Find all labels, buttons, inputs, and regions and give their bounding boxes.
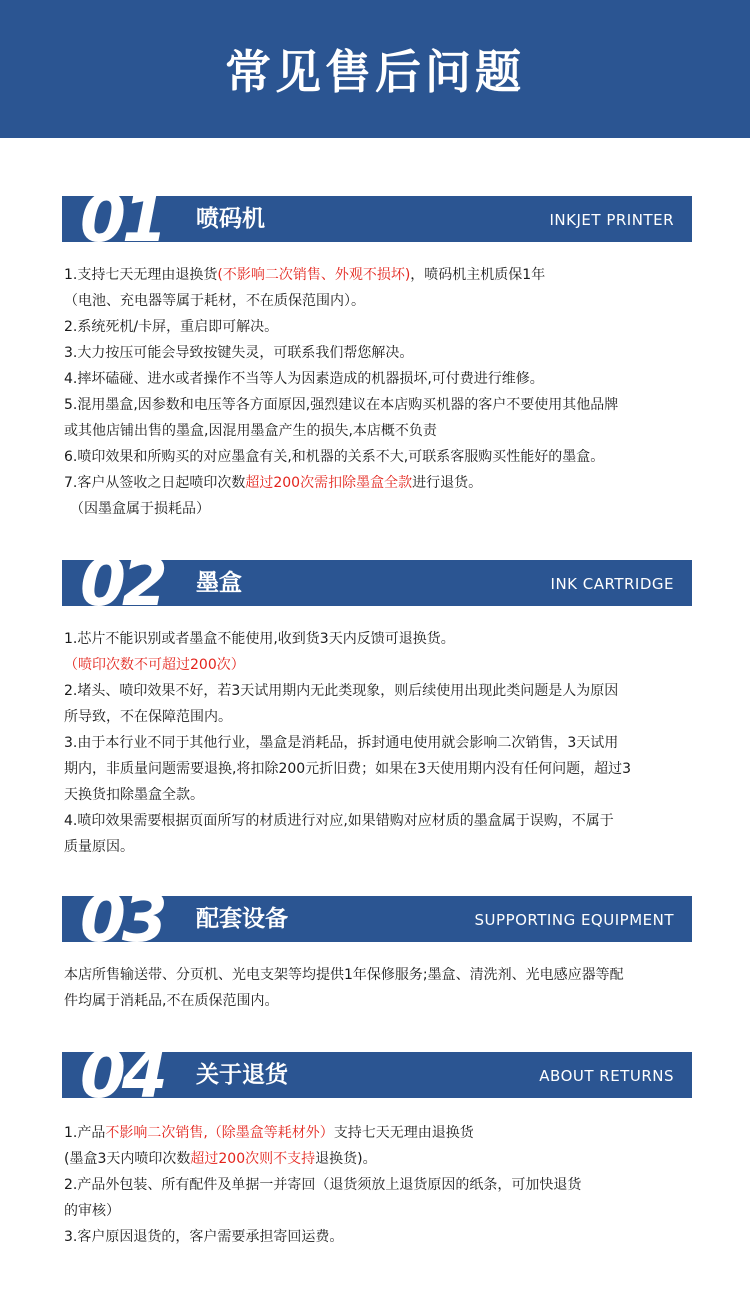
- text-line: 6.喷印效果和所购买的对应墨盒有关,和机器的关系不大,可联系客服购买性能好的墨盒。: [64, 449, 605, 465]
- text-line: 3.客户原因退货的，客户需要承担寄回运费。: [64, 1229, 344, 1245]
- page-title: 常见售后问题: [225, 45, 525, 99]
- text-line: 件均属于消耗品,不在质保范围内。: [64, 993, 279, 1009]
- section-01-content: [64, 262, 694, 522]
- text-line: 3.大力按压可能会导致按键失灵，可联系我们帮您解决。: [64, 345, 414, 361]
- text-line: 期内，非质量问题需要退换,将扣除200元折旧费；如果在3天使用期内没有任何问题，超过3: [64, 761, 631, 777]
- text-line: 5.混用墨盒,因参数和电压等各方面原因,强烈建议在本店购买机器的客户不要使用其他品牌: [64, 397, 619, 413]
- section-english-title: ABOUT RETURNS: [539, 1067, 674, 1085]
- text-line: 2.产品外包装、所有配件及单据一并寄回（退货须放上退货原因的纸条，可加快退货: [64, 1177, 582, 1193]
- text-line: （喷印次数不可超过200次）: [64, 657, 245, 673]
- section-title: 喷码机: [196, 206, 265, 232]
- text-line: 3.由于本行业不同于其他行业，墨盒是消耗品，拆封通电使用就会影响二次销售，3天试用: [64, 735, 619, 751]
- page-header: [0, 0, 750, 138]
- section-number: 02: [80, 544, 164, 621]
- text-line: 2.堵头、喷印效果不好，若3天试用期内无此类现象，则后续使用出现此类问题是人为原因: [64, 683, 619, 699]
- section-english-title: INKJET PRINTER: [549, 211, 674, 229]
- section-title: 关于退货: [196, 1062, 288, 1088]
- text-line: 所导致，不在保障范围内。: [64, 709, 232, 725]
- text-line: （电池、充电器等属于耗材，不在质保范围内）。: [64, 293, 365, 309]
- section-english-title: SUPPORTING EQUIPMENT: [474, 911, 674, 929]
- text-line: （因墨盒属于损耗品）: [70, 501, 210, 517]
- section-title: 墨盒: [196, 570, 242, 596]
- text-line: 1.芯片不能识别或者墨盒不能使用,收到货3天内反馈可退换货。: [64, 631, 455, 647]
- section-english-title: INK CARTRIDGE: [550, 575, 674, 593]
- text-line: 1.支持七天无理由退换货(不影响二次销售、外观不损坏)，喷码机主机质保1年: [64, 267, 546, 283]
- section-04-band: [62, 1036, 692, 1113]
- section-number: 04: [80, 1036, 164, 1113]
- section-01-band: [62, 180, 692, 257]
- section-number: 03: [80, 880, 164, 957]
- text-line: 的审核）: [64, 1203, 120, 1219]
- section-03-band: [62, 880, 692, 957]
- text-line: 天换货扣除墨盒全款。: [64, 787, 204, 803]
- section-number: 01: [80, 180, 164, 257]
- section-title: 配套设备: [196, 906, 288, 932]
- section-02-band: [62, 544, 692, 621]
- section-04-content: [64, 1120, 694, 1250]
- text-line: 4.喷印效果需要根据页面所写的材质进行对应,如果错购对应材质的墨盒属于误购，不属于: [64, 813, 614, 829]
- text-line: 本店所售输送带、分页机、光电支架等均提供1年保修服务;墨盒、清洗剂、光电感应器等配: [64, 967, 624, 983]
- text-line: 4.摔坏磕碰、进水或者操作不当等人为因素造成的机器损坏,可付费进行维修。: [64, 371, 544, 387]
- text-line: 2.系统死机/卡屏，重启即可解决。: [64, 319, 279, 335]
- text-line: (墨盒3天内喷印次数超过200次则不支持退换货)。: [64, 1151, 377, 1167]
- text-line: 质量原因。: [64, 839, 134, 855]
- section-02-content: [64, 626, 694, 860]
- section-03-content: [64, 962, 694, 1014]
- text-line: 或其他店铺出售的墨盒,因混用墨盒产生的损失,本店概不负责: [64, 423, 437, 439]
- text-line: 1.产品不影响二次销售,（除墨盒等耗材外）支持七天无理由退换货: [64, 1125, 474, 1141]
- text-line: 7.客户从签收之日起喷印次数超过200次需扣除墨盒全款进行退货。: [64, 475, 483, 491]
